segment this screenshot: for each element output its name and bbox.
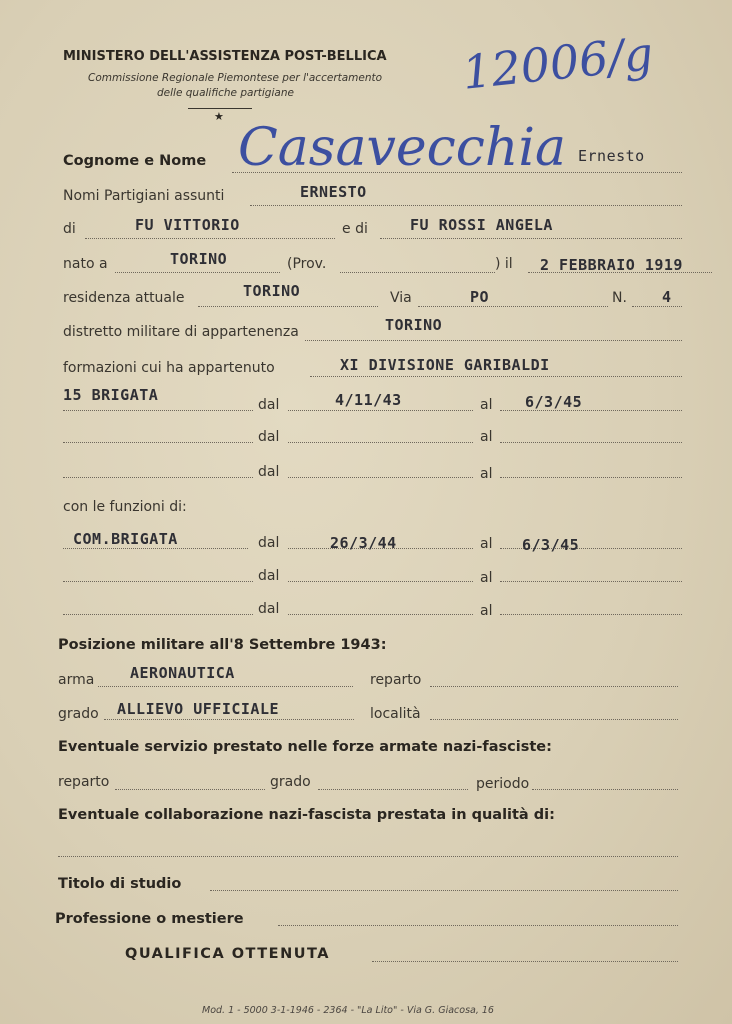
via-value: PO	[470, 288, 490, 306]
dotted-line	[430, 719, 678, 720]
dotted-line	[63, 614, 253, 615]
dotted-line	[532, 789, 678, 790]
dal-label: dal	[258, 601, 280, 617]
residenza-label: residenza attuale	[63, 290, 185, 306]
formazioni-label: formazioni cui ha appartenuto	[63, 360, 275, 376]
formation-al-value: 6/3/45	[525, 393, 583, 411]
funzioni-label: con le funzioni di:	[63, 499, 187, 515]
dotted-line	[305, 340, 682, 341]
dotted-line	[288, 410, 473, 411]
collaboration-heading: Eventuale collaborazione nazi-fascista prestata in qualità di:	[58, 807, 555, 823]
dotted-line	[58, 856, 678, 857]
surname-signature: Casavecchia	[238, 118, 566, 178]
al-label: al	[480, 536, 493, 552]
birthplace-label: nato a	[63, 256, 108, 272]
header-rule	[188, 108, 252, 109]
grado-value: ALLIEVO UFFICIALE	[117, 700, 280, 718]
service-grado-label: grado	[270, 774, 311, 790]
arma-label: arma	[58, 672, 95, 688]
al-label: al	[480, 570, 493, 586]
titolo-label: Titolo di studio	[58, 876, 182, 892]
function-name: COM.BRIGATA	[73, 530, 178, 548]
dal-label: dal	[258, 397, 280, 413]
nomi-partigiani-label: Nomi Partigiani assunti	[63, 188, 225, 204]
function-al-value: 6/3/45	[522, 536, 580, 554]
father-value: FU VITTORIO	[135, 216, 240, 234]
prov-label: (Prov.	[287, 256, 327, 272]
footer-imprint: Mod. 1 - 5000 3-1-1946 - 2364 - "La Lito" - Via G. Giacosa, 16	[202, 1005, 494, 1016]
professione-label: Professione o mestiere	[55, 911, 244, 927]
dotted-line	[115, 789, 265, 790]
mother-label: e di	[342, 221, 368, 237]
file-number: 12006/g	[459, 26, 656, 100]
dal-label: dal	[258, 568, 280, 584]
dal-label: dal	[258, 464, 280, 480]
dotted-line	[232, 172, 682, 173]
al-label: al	[480, 429, 493, 445]
dotted-line	[340, 272, 495, 273]
al-label: al	[480, 603, 493, 619]
distretto-value: TORINO	[385, 316, 443, 334]
dotted-line	[288, 477, 473, 478]
dotted-line	[63, 581, 253, 582]
dotted-line	[418, 306, 608, 307]
dotted-line	[500, 581, 682, 582]
dotted-line	[430, 686, 678, 687]
star-icon: ★	[214, 110, 224, 123]
dotted-line	[250, 205, 682, 206]
dotted-line	[632, 306, 682, 307]
dotted-line	[288, 442, 473, 443]
ministry-title: MINISTERO DELL'ASSISTENZA POST-BELLICA	[63, 49, 387, 64]
dotted-line	[310, 376, 682, 377]
birthplace-value: TORINO	[170, 250, 228, 268]
dotted-line	[500, 614, 682, 615]
nomi-partigiani-value: ERNESTO	[300, 183, 367, 201]
residenza-value: TORINO	[243, 282, 301, 300]
distretto-label: distretto militare di appartenenza	[63, 324, 299, 340]
dotted-line	[380, 238, 682, 239]
commission-line-2: delle qualifiche partigiane	[157, 87, 294, 99]
dotted-line	[318, 789, 468, 790]
father-label: di	[63, 221, 76, 237]
military-heading: Posizione militare all'8 Settembre 1943:	[58, 637, 387, 653]
dotted-line	[98, 686, 353, 687]
dotted-line	[500, 442, 682, 443]
dotted-line	[63, 477, 253, 478]
function-dal-value: 26/3/44	[330, 534, 397, 552]
dotted-line	[372, 961, 678, 962]
arma-value: AERONAUTICA	[130, 664, 235, 682]
dal-label: dal	[258, 429, 280, 445]
number-value: 4	[662, 288, 672, 306]
dotted-line	[115, 272, 280, 273]
birth-date-value: 2 FEBBRAIO 1919	[540, 256, 683, 274]
service-reparto-label: reparto	[58, 774, 110, 790]
dotted-line	[63, 410, 253, 411]
cognome-nome-label: Cognome e Nome	[63, 153, 207, 169]
formazioni-value: XI DIVISIONE GARIBALDI	[340, 356, 550, 374]
localita-label: località	[370, 706, 421, 722]
formation-name: 15 BRIGATA	[63, 386, 159, 404]
dotted-line	[288, 614, 473, 615]
number-label: N.	[612, 290, 627, 306]
dotted-line	[104, 719, 354, 720]
dotted-line	[85, 238, 335, 239]
dotted-line	[63, 548, 248, 549]
dotted-line	[500, 477, 682, 478]
grado-label: grado	[58, 706, 99, 722]
dotted-line	[63, 442, 253, 443]
qualifica-label: QUALIFICA OTTENUTA	[125, 946, 330, 962]
mother-value: FU ROSSI ANGELA	[410, 216, 553, 234]
formation-dal-value: 4/11/43	[335, 391, 402, 409]
birth-date-label: ) il	[495, 256, 513, 272]
dotted-line	[288, 581, 473, 582]
dotted-line	[210, 890, 678, 891]
dotted-line	[198, 306, 378, 307]
service-heading: Eventuale servizio prestato nelle forze armate nazi-fasciste:	[58, 739, 552, 755]
service-periodo-label: periodo	[476, 776, 530, 792]
dotted-line	[278, 925, 678, 926]
reparto-label: reparto	[370, 672, 422, 688]
via-label: Via	[390, 290, 412, 306]
commission-line-1: Commissione Regionale Piemontese per l'accertamento	[88, 72, 383, 84]
al-label: al	[480, 397, 493, 413]
al-label: al	[480, 466, 493, 482]
dal-label: dal	[258, 535, 280, 551]
first-name-value: Ernesto	[578, 147, 645, 165]
